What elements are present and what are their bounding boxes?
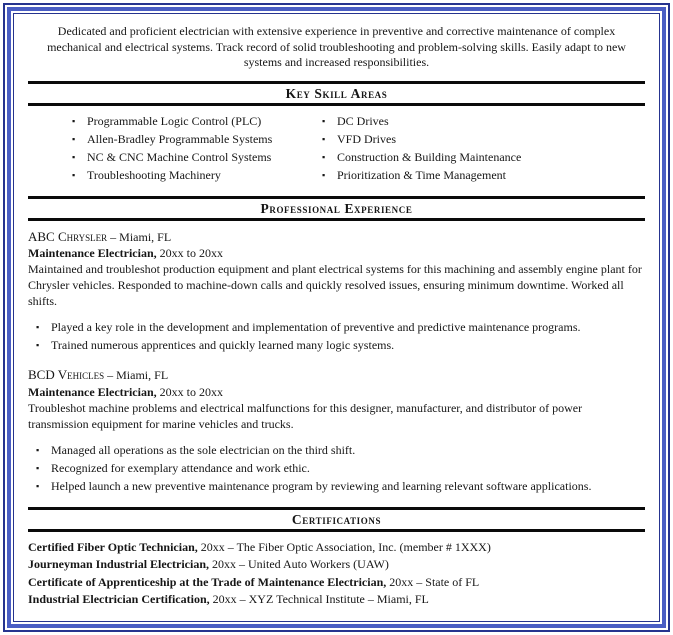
- certification-item: [28, 591, 645, 608]
- section-header-experience: [28, 196, 645, 221]
- bullet-icon: ▪: [72, 152, 76, 163]
- job-description: Maintained and troubleshot production equipment and plant electrical systems for this machining and assembly engine plant for Chrysler vehicles. Responded to machine-down calls and quickly resolved issues, ensuring minimum downtime. Worked all shifts.: [28, 262, 642, 308]
- list-item: [72, 167, 322, 183]
- job-bullet-text: Helped launch a new preventive maintenance program by reviewing and learning relevant software applications.: [51, 478, 592, 493]
- job-bullet-text: Played a key role in the development and implementation of preventive and predictive maintenance programs.: [51, 319, 581, 334]
- skill-label: DC Drives: [337, 113, 389, 128]
- certification-item: [28, 556, 645, 573]
- list-item: [36, 319, 645, 335]
- list-item: [322, 167, 645, 183]
- list-item: [322, 113, 645, 129]
- bullet-icon: ▪: [36, 321, 40, 332]
- certifications-list: [28, 539, 645, 609]
- list-item: [36, 442, 645, 458]
- job-bullet-text: Recognized for exemplary attendance and work ethic.: [51, 460, 310, 475]
- job-title: Maintenance Electrician,: [28, 384, 157, 399]
- page-border-inner: [13, 13, 660, 622]
- skill-label: Prioritization & Time Management: [337, 168, 506, 183]
- bullet-icon: ▪: [322, 115, 326, 126]
- company-location: – Miami, FL: [107, 229, 172, 244]
- bullet-icon: ▪: [322, 152, 326, 163]
- job-bullet-text: Managed all operations as the sole electrician on the third shift.: [51, 442, 356, 457]
- company-location: – Miami, FL: [104, 368, 169, 383]
- skill-label: Troubleshooting Machinery: [87, 168, 221, 183]
- list-item: [72, 131, 322, 147]
- certification-item: [28, 574, 645, 591]
- list-item: [72, 113, 322, 129]
- job-bullet-list: [36, 319, 645, 353]
- company-name: ABC Chrysler: [28, 228, 108, 244]
- certification-detail: 20xx – XYZ Technical Institute – Miami, FL: [209, 592, 429, 607]
- page-border-outer: [3, 3, 670, 632]
- section-title-experience: Professional Experience: [260, 200, 413, 216]
- job-bullet-list: [36, 442, 645, 495]
- company-line: [28, 366, 645, 384]
- bullet-icon: ▪: [36, 462, 40, 473]
- job-entry: [28, 366, 645, 494]
- list-item: [36, 337, 645, 353]
- skill-label: VFD Drives: [337, 131, 396, 146]
- skills-list: [72, 113, 645, 186]
- job-description: Troubleshot machine problems and electrical malfunctions for this designer, manufacturer, and distributor of power transmission equipment for marine vehicles and trucks.: [28, 400, 583, 431]
- skill-label: Programmable Logic Control (PLC): [87, 113, 262, 128]
- bullet-icon: ▪: [36, 339, 40, 350]
- job-title: Maintenance Electrician,: [28, 246, 157, 261]
- bullet-icon: ▪: [72, 133, 76, 144]
- job-bullet-text: Trained numerous apprentices and quickly learned many logic systems.: [51, 337, 395, 352]
- horizontal-rule: [28, 218, 645, 221]
- bullet-icon: ▪: [36, 480, 40, 491]
- horizontal-rule: [28, 103, 645, 106]
- certification-detail: 20xx – The Fiber Optic Association, Inc. (member # 1XXX): [197, 540, 491, 555]
- bullet-icon: ▪: [36, 444, 40, 455]
- bullet-icon: ▪: [72, 115, 76, 126]
- certification-name: Certificate of Apprenticeship at the Trade of Maintenance Electrician,: [28, 574, 387, 589]
- certification-detail: 20xx – United Auto Workers (UAW): [209, 557, 389, 572]
- bullet-icon: ▪: [322, 133, 326, 144]
- certification-name: Certified Fiber Optic Technician,: [28, 540, 198, 555]
- job-title-line: [28, 384, 645, 400]
- section-header-skills: [28, 81, 645, 106]
- skill-label: NC & CNC Machine Control Systems: [87, 150, 272, 165]
- horizontal-rule: [28, 529, 645, 532]
- page-border-middle: [7, 7, 666, 628]
- section-title-certifications: Certifications: [291, 512, 382, 528]
- section-title-skills: Key Skill Areas: [285, 85, 388, 101]
- list-item: [36, 460, 645, 476]
- skill-label: Construction & Building Maintenance: [337, 150, 522, 165]
- list-item: [36, 478, 645, 494]
- company-name: BCD Vehicles: [28, 367, 105, 383]
- skill-label: Allen-Bradley Programmable Systems: [87, 131, 273, 146]
- bullet-icon: ▪: [72, 170, 76, 181]
- job-dates: 20xx to 20xx: [156, 246, 223, 261]
- certification-detail: 20xx – State of FL: [386, 574, 480, 589]
- company-line: [28, 228, 645, 246]
- list-item: [72, 149, 322, 165]
- certification-name: Industrial Electrician Certification,: [28, 592, 210, 607]
- job-title-line: [28, 245, 645, 261]
- job-dates: 20xx to 20xx: [156, 384, 223, 399]
- list-item: [322, 131, 645, 147]
- certification-name: Journeyman Industrial Electrician,: [28, 557, 210, 572]
- summary-text: Dedicated and proficient electrician with extensive experience in preventive and corrective maintenance of complex mechanical and electrical systems. Track record of solid troubleshooting and problem-solving skills. Easily adapt to new systems and increased responsibilities.: [47, 24, 626, 70]
- job-entry: [28, 228, 645, 354]
- certification-item: [28, 539, 645, 556]
- skills-column-left: [72, 113, 322, 186]
- skills-column-right: [322, 113, 645, 186]
- list-item: [322, 149, 645, 165]
- section-header-certifications: [28, 507, 645, 532]
- bullet-icon: ▪: [322, 170, 326, 181]
